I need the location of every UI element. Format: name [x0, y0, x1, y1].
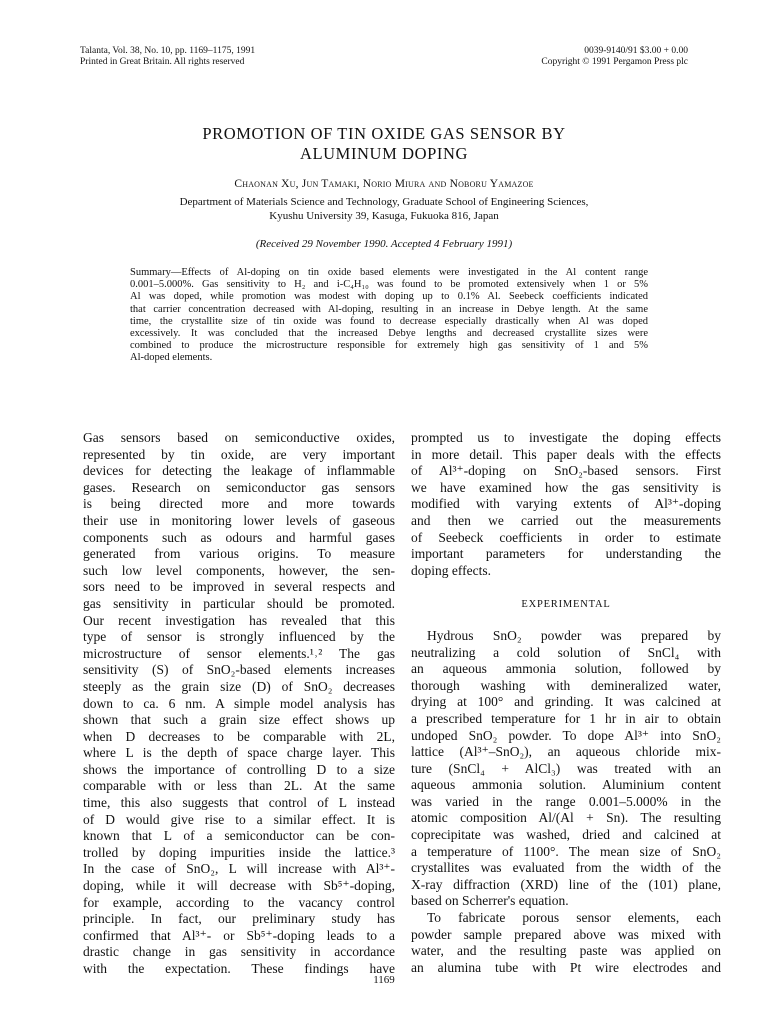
body-line: drying at 100° and grinding. It was calcined at — [411, 694, 721, 710]
summary-line: time, the crystallite size of tin oxide was found to decrease especially drastically when Al was doped — [130, 315, 648, 327]
summary-abstract — [130, 267, 648, 365]
page-number: 1169 — [373, 974, 395, 986]
body-line: thorough washing with demineralized water, — [411, 677, 721, 693]
body-line: important parameters for understanding the — [411, 546, 721, 562]
body-line: we have examined how the gas sensitivity is — [411, 479, 721, 495]
body-line: lattice (Al³⁺–SnO₂), an aqueous chloride mix- — [411, 744, 721, 760]
body-line: Gas sensors based on semiconductive oxides, — [83, 430, 395, 445]
journal-header-left — [80, 46, 255, 68]
body-line: drastic change in gas sensitivity in accordance — [83, 944, 395, 960]
body-line: of D would give rise to a similar effect. It is — [83, 811, 395, 827]
body-column-right — [411, 430, 721, 976]
body-line: comparable with or less than 2L. At the same — [83, 778, 395, 794]
section-heading: EXPERIMENTAL — [521, 599, 611, 611]
body-line: To fabricate porous sensor elements, each — [427, 910, 721, 926]
body-line: doping, while it will decrease with Sb⁵⁺-doping, — [83, 878, 395, 894]
journal-citation: Talanta, Vol. 38, No. 10, pp. 1169–1175, 1991 — [80, 46, 256, 56]
body-line: of Al³⁺-doping on SnO₂-based sensors. First — [411, 463, 721, 479]
paper-title — [0, 124, 768, 164]
body-line: modified with varying extents of Al³⁺-doping — [411, 496, 721, 512]
body-line: undoped SnO₂ powder. To dope Al³⁺ into SnO₂ — [411, 727, 721, 743]
body-line: crystallites was evaluated from the width of the — [411, 860, 721, 876]
fabrication-paragraph — [411, 910, 721, 976]
body-column-left — [83, 430, 395, 978]
copyright-notice: Copyright © 1991 Pergamon Press plc — [541, 57, 688, 67]
body-line: represented by tin oxide, are very important — [83, 446, 395, 462]
experimental-paragraph — [411, 628, 721, 910]
summary-line: Al-doped elements. — [130, 352, 213, 364]
body-line: and then we carried out the measurements — [411, 512, 721, 528]
body-line: components such as odours and harmful gases — [83, 529, 395, 545]
received-dates: (Received 29 November 1990. Accepted 4 February 1991) — [255, 238, 513, 250]
body-line: microstructure of sensor elements.¹˒² The gas — [83, 645, 395, 661]
body-line: sors need to be improved in several respects and — [83, 579, 395, 595]
body-line: known that L of a semiconductor can be con- — [83, 828, 395, 844]
body-line: based on Scherrer's equation. — [411, 893, 569, 909]
summary-line: combined to produce the microstructure responsible for extremely high gas sensitivity of 1 and 5% — [130, 340, 648, 352]
body-line: down to ca. 6 nm. A simple model analysis has — [83, 695, 395, 711]
body-line: prompted us to investigate the doping effects — [411, 430, 721, 445]
body-line: trolled by doping impurities inside the lattice.³ — [83, 844, 395, 860]
body-line: for example, according to the vacancy control — [83, 894, 395, 910]
body-line: neutralizing a cold solution of SnCl₄ with — [411, 644, 721, 660]
body-line: Hydrous SnO₂ powder was prepared by — [427, 627, 721, 643]
body-line: a prescribed temperature for 1 hr in air to obtain — [411, 710, 721, 726]
body-line: principle. In fact, our preliminary study has — [83, 911, 395, 927]
affiliation — [0, 196, 768, 223]
body-line: powder sample prepared above was mixed with — [411, 926, 721, 942]
body-line: of Seebeck coefficients in order to estimate — [411, 529, 721, 545]
body-line: with the expectation. These findings have — [83, 961, 395, 976]
body-line: was varied in the range 0.001–5.000% in the — [411, 793, 721, 809]
summary-line: excessively. It was concluded that the increased Debye lengths and decreased crystallite sizes were — [130, 328, 648, 340]
body-line: aqueous ammonia solution. Aluminium content — [411, 777, 721, 793]
article-code: 0039-9140/91 $3.00 + 0.00 — [584, 46, 688, 56]
summary-line: Al was doped, while promotion was modest with doping up to 0.1% Al. Seebeck coefficients indicated — [130, 291, 648, 303]
body-line: in more detail. This paper deals with the effects — [411, 446, 721, 462]
body-line: where L is the depth of space charge layer. This — [83, 745, 395, 761]
body-line: type of sensor is strongly influenced by the — [83, 629, 395, 645]
body-line: water, and the resulting paste was applied on — [411, 943, 721, 959]
title-line: PROMOTION OF TIN OXIDE GAS SENSOR BY — [202, 124, 566, 143]
body-line: gas sensitivity in particular should be promoted. — [83, 595, 395, 611]
body-line: coprecipitate was washed, dried and calcined at — [411, 827, 721, 843]
summary-line: Summary—Effects of Al-doping on tin oxide based elements were investigated in the Al content range — [130, 267, 648, 278]
body-line: an aqueous ammonia solution, followed by — [411, 661, 721, 677]
summary-line: 0.001–5.000%. Gas sensitivity to H₂ and i-C₄H₁₀ was found to be promoted extensively when 1 or 5% — [130, 279, 648, 291]
printed-notice: Printed in Great Britain. All rights reserved — [80, 57, 245, 67]
author-list: Chaonan Xu, Jun Tamaki, Norio Miura and Noboru Yamazoe — [234, 178, 534, 190]
journal-header-right — [541, 46, 688, 68]
title-line: ALUMINUM DOPING — [299, 144, 469, 163]
body-line: ture (SnCl₄ + AlCl₃) was treated with an — [411, 760, 721, 776]
body-line: such low level components, however, the sen- — [83, 562, 395, 578]
body-line: when D decreases to be comparable with 2L, — [83, 728, 395, 744]
body-line: is being directed more and more towards — [83, 496, 395, 512]
body-line: devices for detecting the leakage of inflammable — [83, 463, 395, 479]
body-line: atomic composition Al/(Al + Sn). The resulting — [411, 810, 721, 826]
body-line: shows the importance of controlling D to a size — [83, 761, 395, 777]
affiliation-line: Kyushu University 39, Kasuga, Fukuoka 816, Japan — [269, 209, 499, 222]
body-line: shown that such a grain size effect shows up — [83, 712, 395, 728]
body-line: In the case of SnO₂, L will increase with Al³⁺- — [83, 861, 395, 877]
intro-continued — [411, 430, 721, 579]
body-line: steeply as the grain size (D) of SnO₂ decreases — [83, 678, 395, 694]
body-line: a temperature of 1100°. The mean size of SnO₂ — [411, 843, 721, 859]
summary-line: that carrier concentration decreased with Al-doping, resulting in an increase in Debye length. At the same — [130, 303, 648, 315]
body-line: their use in monitoring lower levels of gaseous — [83, 512, 395, 528]
body-line: Our recent investigation has revealed that this — [83, 612, 395, 628]
body-line: time, this also suggests that control of L instead — [83, 795, 395, 811]
body-line: doping effects. — [411, 562, 491, 578]
body-line: generated from various origins. To measure — [83, 546, 395, 562]
body-line: confirmed that Al³⁺- or Sb⁵⁺-doping leads to a — [83, 927, 395, 943]
body-line: sensitivity (S) of SnO₂-based elements increases — [83, 662, 395, 678]
affiliation-line: Department of Materials Science and Technology, Graduate School of Engineering Sciences, — [179, 196, 589, 208]
body-line: X-ray diffraction (XRD) line of the (101) plane, — [411, 876, 721, 892]
body-line: an alumina tube with Pt wire electrodes and — [411, 959, 721, 975]
body-line: gases. Research on semiconductor gas sensors — [83, 479, 395, 495]
